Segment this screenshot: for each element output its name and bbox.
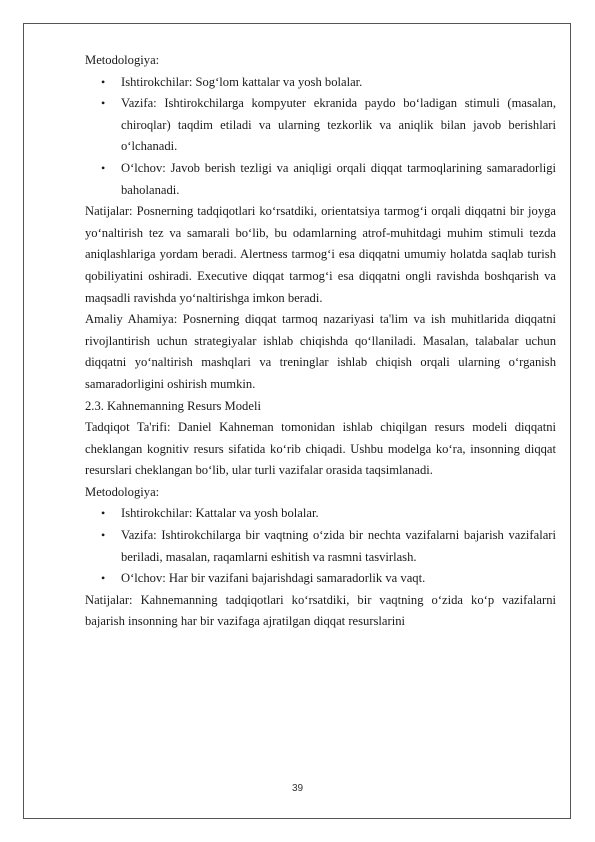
document-body: [85, 50, 556, 633]
section-title: 2.3. Kahnemanning Resurs Modeli: [85, 398, 261, 413]
methodology-heading: Metodologiya:: [85, 484, 160, 499]
page-number: 39: [291, 783, 304, 794]
list-item: • Vazifa: Ishtirokchilarga kompyuter ekranida paydo bo‘ladigan stimuli (masalan, chiroqlar) taqdim etiladi va ularning tezkorlik va aniqlik bilan javob berishlari o‘lchanadi.: [85, 93, 556, 158]
methodology-list: [85, 72, 556, 202]
methodology-list: [85, 503, 556, 589]
practical-paragraph: Amaliy Ahamiya: Posnerning diqqat tarmoq nazariyasi ta'lim va ish muhitlarida diqqatni rivojlantirish uchun strategiyalar ishlab chiqishda qo‘llaniladi. Masalan, talabalar uchun diqqatni yo‘naltirish mashqlari va treninglar ishlab chiqish orqali ularning o‘rganish samaradorligini oshirish mumkin.: [85, 312, 556, 391]
list-item: • Ishtirokchilar: Kattalar va yosh bolalar.: [85, 503, 556, 525]
list-item: • Vazifa: Ishtirokchilarga bir vaqtning o‘zida bir nechta vazifalarni bajarish vazifalari beriladi, masalan, raqamlarni eshitish va rasmni tasvirlash.: [85, 525, 556, 568]
definition-paragraph: Tadqiqot Ta'rifi: Daniel Kahneman tomonidan ishlab chiqilgan resurs modeli diqqatni cheklangan kognitiv resurs sifatida ko‘rib chiqadi. Ushbu modelga ko‘ra, insonning diqqat resurslari cheklangan bo‘lib, ular turli vazifalar orasida taqsimlanadi.: [85, 420, 556, 478]
list-item: • Ishtirokchilar: Sog‘lom kattalar va yosh bolalar.: [85, 72, 556, 94]
results-paragraph: Natijalar: Posnerning tadqiqotlari ko‘rsatdiki, orientatsiya tarmog‘i orqali diqqatni bir joyga yo‘naltirish tez va samarali bo‘lib, bu odamlarning atrof-muhitdagi muhim stimuli tezda aniqlashlariga yordam beradi. Alertness tarmog‘i esa diqqatni umumiy holatda saqlab turish qobiliyatini oshiradi. Executive diqqat tarmog‘i esa diqqatni ongli ravishda boshqarish va maqsadli ravishda yo‘naltirishga imkon beradi.: [85, 204, 556, 305]
list-item: • O‘lchov: Har bir vazifani bajarishdagi samaradorlik va vaqt.: [85, 568, 556, 590]
methodology-heading: Metodologiya:: [85, 53, 160, 67]
results-paragraph: Natijalar: Kahnemanning tadqiqotlari ko‘rsatdiki, bir vaqtning o‘zida ko‘p vazifalarni bajarish insonning har bir vazifaga ajratilgan diqqat resurslarini: [85, 592, 556, 629]
list-item: • O‘lchov: Javob berish tezligi va aniqligi orqali diqqat tarmoqlarining samaradorligi baholanadi.: [85, 158, 556, 201]
